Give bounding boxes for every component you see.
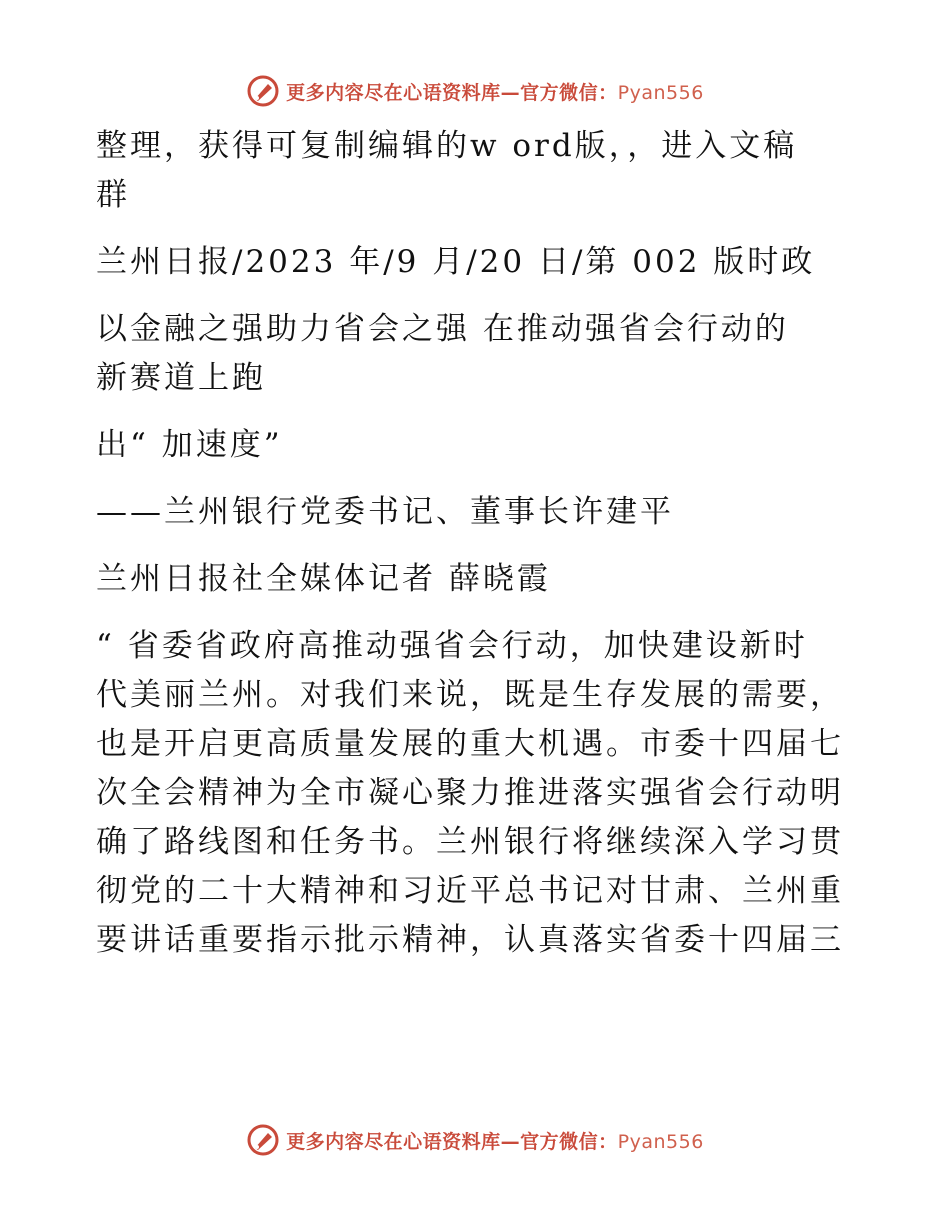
document-line: 整理，获得可复制编辑的w ord版，，进入文稿 xyxy=(96,128,798,164)
watermark-header xyxy=(0,70,950,112)
watermark-handle: Pyan556 xyxy=(617,1130,704,1153)
document-line: 也是开启更高质量发展的重大机遇。市委十四届七 xyxy=(96,726,844,762)
watermark-main-text: 更多内容尽在心语资料库—官方微信： xyxy=(286,1130,618,1153)
watermark-handle: Pyan556 xyxy=(617,81,704,104)
watermark-main-text: 更多内容尽在心语资料库—官方微信： xyxy=(286,81,618,104)
watermark-text xyxy=(286,78,704,105)
document-line: 确了路线图和任务书。兰州银行将继续深入学习贯 xyxy=(96,824,844,860)
document-body xyxy=(96,122,856,965)
document-line: 次全会精神为全市凝心聚力推进落实强省会行动明 xyxy=(96,775,844,811)
watermark-footer xyxy=(0,1119,950,1161)
pen-nib-circle-icon xyxy=(246,74,280,108)
document-line: ——兰州银行党委书记、董事长许建平 xyxy=(96,494,674,530)
document-line: 兰州日报/2023 年/9 月/20 日/第 002 版时政 xyxy=(96,244,816,280)
document-line: 兰州日报社全媒体记者 薛晓霞 xyxy=(96,561,551,597)
document-line: 新赛道上跑 xyxy=(96,360,266,396)
document-line: 代美丽兰州。对我们来说，既是生存发展的需要， xyxy=(96,677,844,713)
watermark-text xyxy=(286,1127,704,1154)
document-line: 要讲话重要指示批示精神，认真落实省委十四届三 xyxy=(96,922,844,958)
document-line: 彻党的二十大精神和习近平总书记对甘肃、兰州重 xyxy=(96,873,844,909)
document-line: 以金融之强助力省会之强 在推动强省会行动的 xyxy=(96,311,789,347)
document-line: 出“ 加速度” xyxy=(96,427,283,463)
pen-nib-circle-icon xyxy=(246,1123,280,1157)
document-line: 群 xyxy=(96,177,130,213)
document-line: “ 省委省政府高推动强省会行动，加快建设新时 xyxy=(96,628,808,664)
